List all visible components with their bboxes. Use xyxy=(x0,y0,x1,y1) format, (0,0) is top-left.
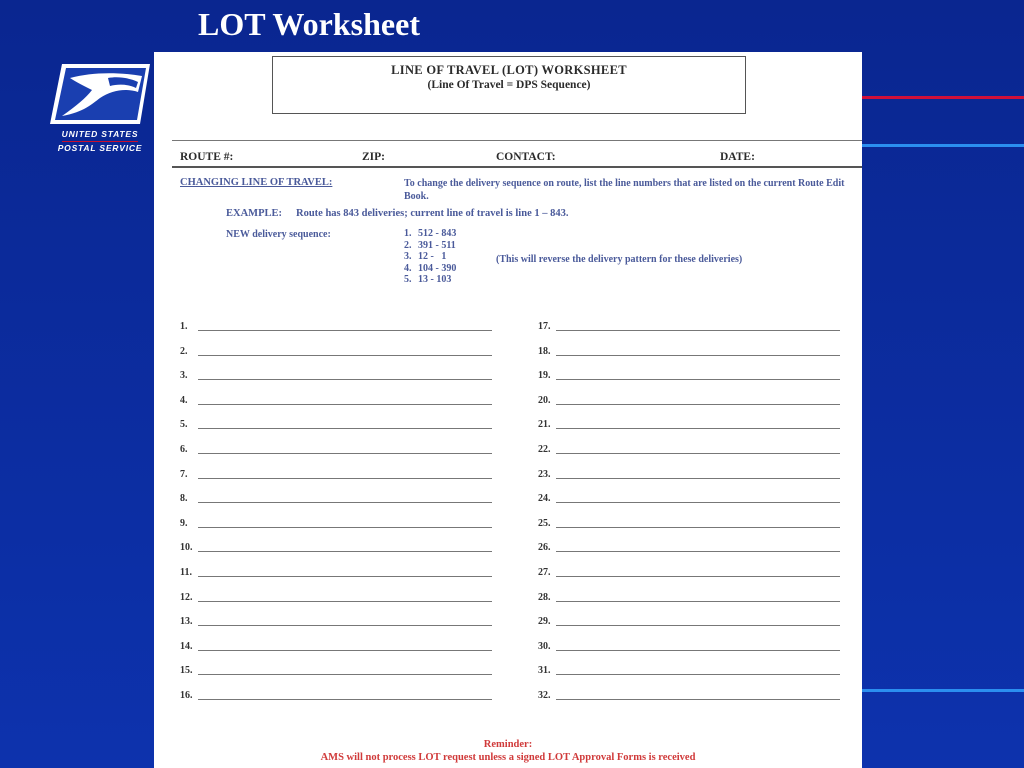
blank-line-row[interactable] xyxy=(180,662,492,676)
sequence-item: 4. 104 - 390 xyxy=(404,262,457,274)
line-number: 11. xyxy=(180,567,192,578)
line-number: 13. xyxy=(180,616,193,628)
worksheet-header xyxy=(272,56,746,114)
example-text: Route has 843 deliveries; current line of travel is line 1 – 843. xyxy=(296,208,569,219)
blank-line-row[interactable] xyxy=(180,539,492,553)
fields-rule xyxy=(172,166,862,168)
blank-line-row[interactable] xyxy=(538,343,840,357)
route-field-label: ROUTE #: xyxy=(180,151,234,163)
blank-line-row[interactable] xyxy=(538,564,840,578)
blank-line[interactable] xyxy=(198,478,492,479)
blank-line[interactable] xyxy=(198,576,492,577)
blank-line[interactable] xyxy=(198,699,492,700)
line-number: 29. xyxy=(538,616,551,628)
blank-line[interactable] xyxy=(556,650,840,651)
changing-lot-label: CHANGING LINE OF TRAVEL: xyxy=(180,177,333,188)
blank-line-row[interactable] xyxy=(538,589,840,603)
blank-line-row[interactable] xyxy=(538,662,840,676)
reminder xyxy=(154,738,862,764)
line-number: 2. xyxy=(180,345,188,357)
line-number: 31. xyxy=(538,665,551,677)
line-number: 23. xyxy=(538,468,551,480)
blank-line[interactable] xyxy=(198,601,492,602)
blank-line[interactable] xyxy=(556,355,840,356)
blank-line[interactable] xyxy=(198,453,492,454)
blank-line-row[interactable] xyxy=(180,441,492,455)
blank-line-row[interactable] xyxy=(180,687,492,701)
line-number: 26. xyxy=(538,542,551,554)
blank-line-row[interactable] xyxy=(538,367,840,381)
worksheet-title: LINE OF TRAVEL (LOT) WORKSHEET xyxy=(391,63,627,77)
blank-line-row[interactable] xyxy=(538,613,840,627)
blank-line[interactable] xyxy=(198,502,492,503)
fields-row xyxy=(180,151,860,167)
sequence-item: 1. 512 - 843 xyxy=(404,228,457,239)
blank-line-row[interactable] xyxy=(180,589,492,603)
eagle-logo-icon xyxy=(48,62,152,126)
line-number: 32. xyxy=(538,690,551,701)
blank-line-row[interactable] xyxy=(180,343,492,357)
reminder-title: Reminder: xyxy=(483,739,533,750)
blank-line[interactable] xyxy=(198,355,492,356)
line-number: 18. xyxy=(538,345,551,357)
blank-line-row[interactable] xyxy=(538,687,840,701)
line-number: 27. xyxy=(538,567,551,578)
blank-line[interactable] xyxy=(556,404,840,405)
decorative-blue-line-bottom xyxy=(862,689,1024,692)
line-number: 1. xyxy=(180,321,188,332)
blank-line[interactable] xyxy=(556,330,840,331)
blank-line[interactable] xyxy=(556,601,840,602)
blank-line[interactable] xyxy=(556,379,840,380)
blank-line[interactable] xyxy=(198,527,492,528)
new-sequence-list xyxy=(404,228,456,286)
blank-line[interactable] xyxy=(198,379,492,380)
sequence-note: (This will reverse the delivery pattern for these deliveries) xyxy=(496,254,743,265)
blank-line-row[interactable] xyxy=(538,638,840,652)
blank-line-row[interactable] xyxy=(538,318,840,332)
blank-line-row[interactable] xyxy=(180,613,492,627)
line-number: 21. xyxy=(538,419,551,431)
line-number: 16. xyxy=(180,690,193,701)
blank-line-row[interactable] xyxy=(538,441,840,455)
blank-line[interactable] xyxy=(198,330,492,331)
reminder-text: AMS will not process LOT request unless a signed LOT Approval Forms is received xyxy=(320,752,696,763)
blank-line[interactable] xyxy=(198,551,492,552)
blank-line[interactable] xyxy=(556,453,840,454)
logo-divider xyxy=(62,141,138,142)
line-number: 5. xyxy=(180,419,188,431)
blank-line[interactable] xyxy=(556,502,840,503)
blank-line[interactable] xyxy=(556,428,840,429)
blank-line[interactable] xyxy=(198,404,492,405)
blank-line-row[interactable] xyxy=(180,392,492,406)
line-number: 4. xyxy=(180,394,188,406)
line-number: 3. xyxy=(180,370,188,382)
line-number: 14. xyxy=(180,640,193,652)
blank-line-row[interactable] xyxy=(538,490,840,504)
sequence-item: 5. 13 - 103 xyxy=(404,274,452,285)
blank-line-row[interactable] xyxy=(180,638,492,652)
contact-field-label: CONTACT: xyxy=(496,151,556,163)
blank-line[interactable] xyxy=(198,625,492,626)
date-field-label: DATE: xyxy=(720,151,755,163)
blank-line[interactable] xyxy=(198,428,492,429)
decorative-red-line xyxy=(862,96,1024,99)
line-number: 20. xyxy=(538,394,551,406)
blank-line-row[interactable] xyxy=(180,564,492,578)
blank-line[interactable] xyxy=(556,551,840,552)
line-number: 19. xyxy=(538,370,551,382)
slide-title: LOT Worksheet xyxy=(198,6,420,42)
line-number: 12. xyxy=(180,591,193,603)
line-number: 24. xyxy=(538,493,551,505)
worksheet-subtitle: (Line Of Travel = DPS Sequence) xyxy=(427,79,591,91)
zip-field-label: ZIP: xyxy=(362,151,385,163)
changing-lot-text: To change the delivery sequence on route, list the line numbers that are listed on the current Route Edit Book. xyxy=(404,178,845,202)
line-number: 15. xyxy=(180,665,193,677)
blank-line-row[interactable] xyxy=(180,367,492,381)
blank-line-row[interactable] xyxy=(180,318,492,332)
decorative-blue-line-top xyxy=(862,144,1024,147)
blank-line-row[interactable] xyxy=(180,515,492,529)
blank-line-row[interactable] xyxy=(180,490,492,504)
line-number: 22. xyxy=(538,444,551,455)
line-number: 25. xyxy=(538,517,551,529)
blank-line-row[interactable] xyxy=(538,416,840,430)
blank-line-row[interactable] xyxy=(538,539,840,553)
top-rule xyxy=(172,140,862,141)
sequence-item: 3. 12 - 1 xyxy=(404,251,447,262)
usps-logo xyxy=(48,62,152,154)
blank-line-row[interactable] xyxy=(538,392,840,406)
line-number: 17. xyxy=(538,321,551,332)
line-number: 8. xyxy=(180,493,188,505)
example-row xyxy=(226,208,568,219)
blank-line-row[interactable] xyxy=(538,515,840,529)
example-label: EXAMPLE: xyxy=(226,208,282,219)
blank-line[interactable] xyxy=(556,576,840,577)
worksheet-document xyxy=(154,52,862,768)
blank-line[interactable] xyxy=(198,674,492,675)
blank-line[interactable] xyxy=(556,527,840,528)
line-number: 28. xyxy=(538,591,551,603)
new-sequence-label: NEW delivery sequence: xyxy=(226,229,331,240)
blank-line[interactable] xyxy=(556,674,840,675)
line-number: 6. xyxy=(180,444,188,455)
blank-line-row[interactable] xyxy=(180,466,492,480)
blank-line[interactable] xyxy=(198,650,492,651)
line-number: 10. xyxy=(180,542,193,554)
line-number: 9. xyxy=(180,517,188,529)
blank-line-row[interactable] xyxy=(538,466,840,480)
logo-line-2: POSTAL SERVICE xyxy=(57,143,143,153)
blank-line[interactable] xyxy=(556,625,840,626)
line-number: 30. xyxy=(538,640,551,652)
logo-line-1: UNITED STATES xyxy=(61,129,139,139)
blank-line[interactable] xyxy=(556,699,840,700)
blank-line-row[interactable] xyxy=(180,416,492,430)
sequence-item: 2. 391 - 511 xyxy=(404,239,456,251)
blank-line[interactable] xyxy=(556,478,840,479)
line-number: 7. xyxy=(180,468,188,480)
